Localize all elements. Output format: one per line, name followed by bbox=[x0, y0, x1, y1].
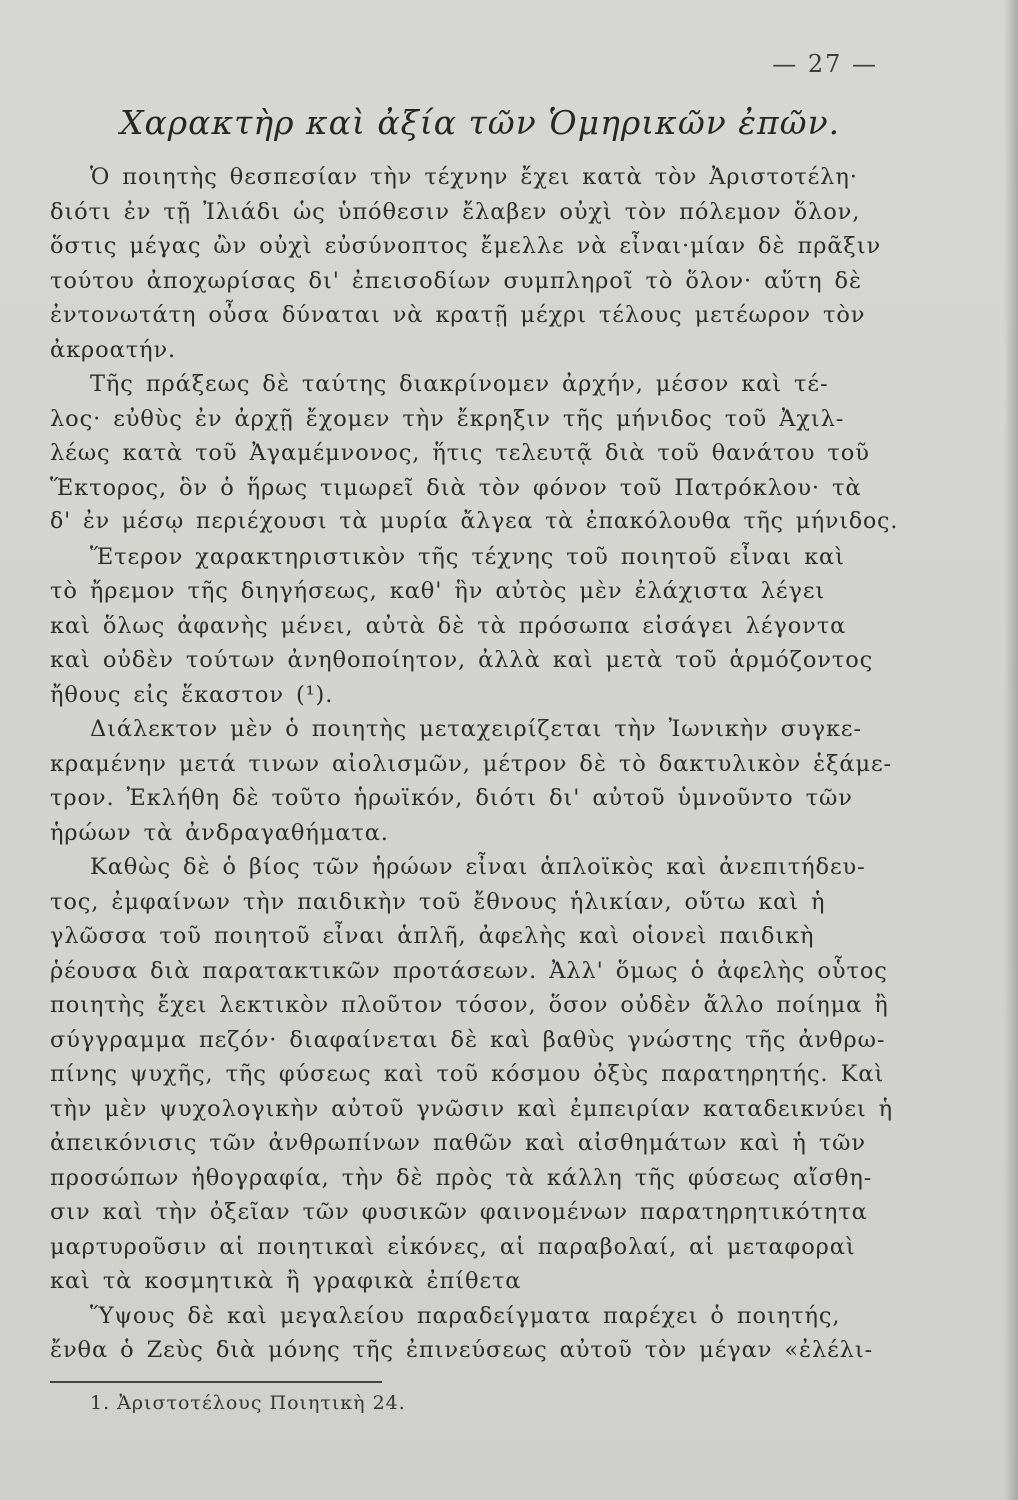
text-line: ἔνθα ὁ Ζεὺς διὰ μόνης τῆς ἐπινεύσεως αὐτοῦ τὸν μέγαν «ἐλέλι- bbox=[50, 1337, 874, 1363]
text-line: λέως κατὰ τοῦ Ἀγαμέμνονος, ἥτις τελευτᾷ διὰ τοῦ θανάτου τοῦ bbox=[50, 440, 870, 466]
text-line: ἀπεικόνισις τῶν ἀνθρωπίνων παθῶν καὶ αἰσθημάτων καὶ ἡ τῶν bbox=[50, 1130, 866, 1156]
text-line: δ' ἐν μέσῳ περιέχουσι τὰ μυρία ἄλγεα τὰ ἐπακόλουθα τῆς μήνιδος. bbox=[50, 509, 899, 534]
text-line: ὅστις μέγας ὢν οὐχὶ εὐσύνοπτος ἔμελλε νὰ εἶναι·μίαν δὲ πρᾶξιν bbox=[50, 233, 882, 259]
text-line: καὶ οὐδὲν τούτων ἀνηθοποίητον, ἀλλὰ καὶ μετὰ τοῦ ἁρμόζοντος bbox=[50, 647, 874, 673]
text-line: Ἕτερον χαρακτηριστικὸν τῆς τέχνης τοῦ ποιητοῦ εἶναι καὶ bbox=[90, 543, 845, 570]
body-text bbox=[50, 160, 912, 1368]
text-line: Ὕψους δὲ καὶ μεγαλείου παραδείγματα παρέχει ὁ ποιητής, bbox=[90, 1302, 841, 1329]
text-line: τος, ἐμφαίνων τὴν παιδικὴν τοῦ ἔθνους ἡλικίαν, οὕτω καὶ ἡ bbox=[50, 888, 826, 915]
text-line: γλῶσσα τοῦ ποιητοῦ εἶναι ἁπλῆ, ἀφελὴς καὶ οἱονεὶ παιδικὴ bbox=[50, 923, 815, 949]
text-line: Ὁ ποιητὴς θεσπεσίαν τὴν τέχνην ἔχει κατὰ τὸν Ἀριστοτέλη· bbox=[90, 164, 858, 190]
text-line: καὶ τὰ κοσμητικὰ ἢ γραφικὰ ἐπίθετα bbox=[50, 1268, 522, 1294]
footnote-divider bbox=[50, 1381, 382, 1383]
text-line: Διάλεκτον μὲν ὁ ποιητὴς μεταχειρίζεται τὴν Ἰωνικὴν συγκε- bbox=[90, 716, 862, 742]
text-line: καὶ ὅλως ἀφανὴς μένει, αὐτὰ δὲ τὰ πρόσωπα εἰσάγει λέγοντα bbox=[50, 612, 847, 639]
text-line: κραμένην μετά τινων αἰολισμῶν, μέτρον δὲ τὸ δακτυλικὸν ἑξάμε- bbox=[50, 750, 893, 777]
text-line: πίνης ψυχῆς, τῆς φύσεως καὶ τοῦ κόσμου ὀξὺς παρατηρητής. Καὶ bbox=[50, 1061, 885, 1087]
text-line: τὸ ἤρεμον τῆς διηγήσεως, καθ' ἣν αὐτὸς μὲν ἐλάχιστα λέγει bbox=[50, 578, 826, 604]
text-line: ἀκροατήν. bbox=[50, 336, 177, 363]
text-line: ἐντονωτάτη οὖσα δύναται νὰ κρατῇ μέχρι τέλους μετέωρον τὸν bbox=[50, 302, 866, 328]
text-line: τὴν μὲν ψυχολογικὴν αὐτοῦ γνῶσιν καὶ ἐμπειρίαν καταδεικνύει ἡ bbox=[50, 1095, 894, 1122]
text-line: τούτου ἀποχωρίσας δι' ἐπεισοδίων συμπληροῖ τὸ ὅλον· αὕτη δὲ bbox=[50, 267, 862, 294]
text-line: σιν καὶ τὴν ὀξεῖαν τῶν φυσικῶν φαινομένων παρατηρητικότητα bbox=[50, 1199, 868, 1225]
text-line: Τῆς πράξεως δὲ ταύτης διακρίνομεν ἀρχήν, μέσον καὶ τέ- bbox=[90, 371, 829, 397]
page-edge-shadow bbox=[1004, 0, 1018, 1500]
text-line: Καθὼς δὲ ὁ βίος τῶν ἡρώων εἶναι ἁπλοϊκὸς καὶ ἀνεπιτήδευ- bbox=[90, 854, 866, 880]
text-line: ἡρώων τὰ ἀνδραγαθήματα. bbox=[50, 819, 389, 846]
text-line: ποιητὴς ἔχει λεκτικὸν πλοῦτον τόσον, ὅσον οὐδὲν ἄλλο ποίημα ἢ bbox=[50, 992, 889, 1018]
text-line: Ἕκτορος, ὃν ὁ ἥρως τιμωρεῖ διὰ τὸν φόνον τοῦ Πατρόκλου· τὰ bbox=[50, 474, 862, 501]
chapter-title: Χαρακτὴρ καὶ ἀξία τῶν Ὁμηρικῶν ἐπῶν. bbox=[120, 103, 841, 142]
text-line: τρον. Ἐκλήθη δὲ τοῦτο ἡρωϊκόν, διότι δι' αὐτοῦ ὑμνοῦντο τῶν bbox=[50, 785, 853, 811]
text-line: ῥέουσα διὰ παρατακτικῶν προτάσεων. Ἀλλ' ὅμως ὁ ἀφελὴς οὗτος bbox=[50, 957, 888, 984]
text-line: σύγγραμμα πεζόν· διαφαίνεται δὲ καὶ βαθὺς γνώστης τῆς ἀνθρω- bbox=[50, 1026, 886, 1053]
text-line: ἤθους εἰς ἕκαστον (¹). bbox=[50, 681, 334, 708]
text-line: προσώπων ἠθογραφία, τὴν δὲ πρὸς τὰ κάλλη τῆς φύσεως αἴσθη- bbox=[50, 1164, 873, 1191]
page-number: — 27 — bbox=[772, 50, 878, 78]
text-line: διότι ἐν τῇ Ἰλιάδι ὡς ὑπόθεσιν ἔλαβεν οὐχὶ τὸν πόλεμον ὅλον, bbox=[50, 198, 861, 225]
text-line: μαρτυροῦσιν αἱ ποιητικαὶ εἰκόνες, αἱ παραβολαί, αἱ μεταφοραὶ bbox=[50, 1233, 856, 1260]
footnote: 1. Ἀριστοτέλους Ποιητικὴ 24. bbox=[90, 1392, 406, 1414]
text-line: λος· εὐθὺς ἐν ἀρχῇ ἔχομεν τὴν ἔκρηξιν τῆς μήνιδος τοῦ Ἀχιλ- bbox=[50, 405, 845, 432]
